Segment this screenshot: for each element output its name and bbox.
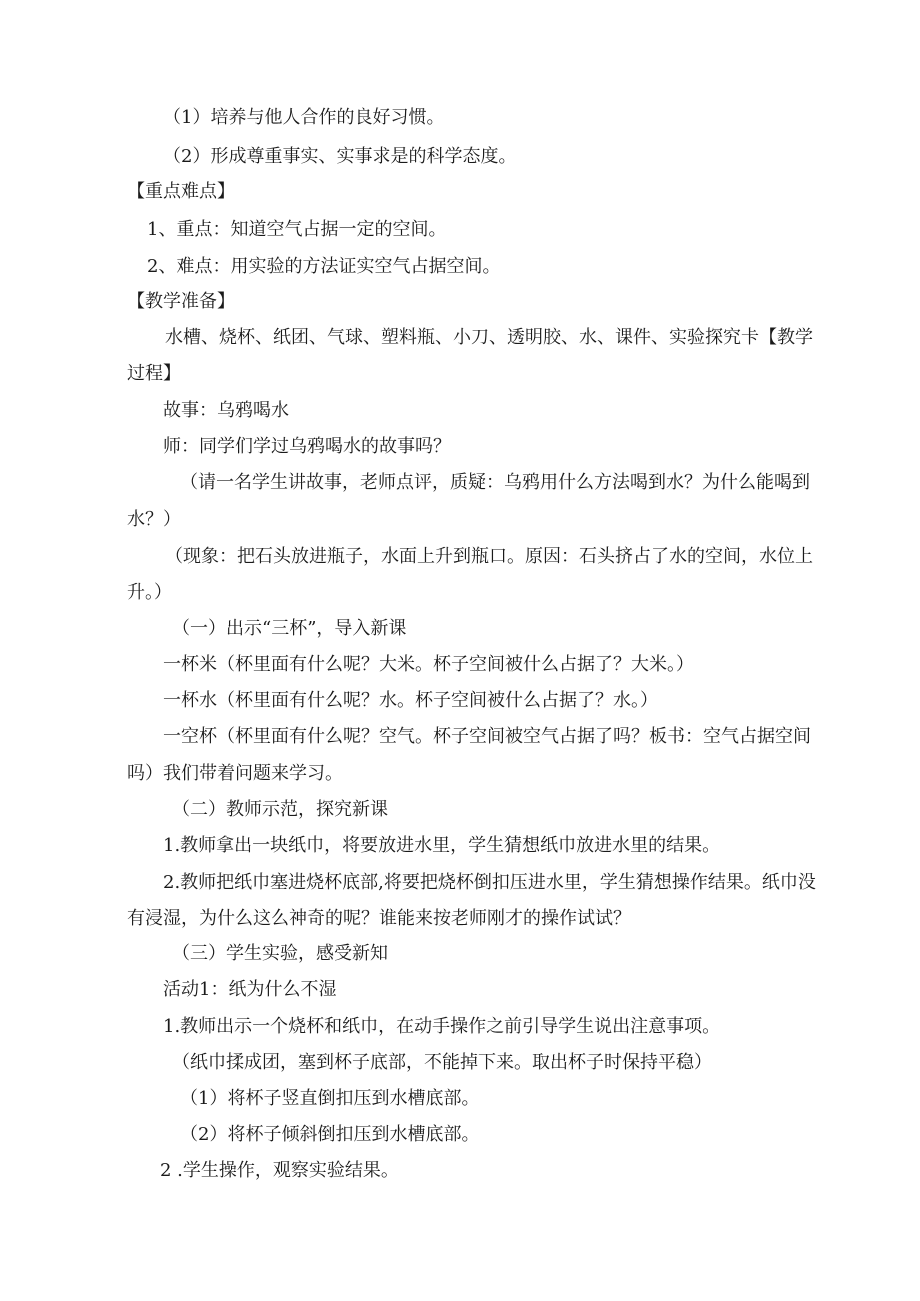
section-heading-key-points: 【重点难点】: [127, 181, 235, 202]
teacher-question: 师：同学们学过乌鸦喝水的故事吗？: [163, 436, 451, 457]
demo-step-1: 1.教师拿出一块纸巾，将要放进水里，学生猜想纸巾放进水里的结果。: [163, 835, 721, 856]
activity-substep-2: （2）将杯子倾斜倒扣压到水槽底部。: [180, 1124, 480, 1145]
activity-step-1: 1.教师出示一个烧杯和纸巾，在动手操作之前引导学生说出注意事项。: [163, 1016, 721, 1037]
story-note-line-cont: 水？）: [127, 509, 181, 530]
demo-step-2: 2.教师把纸巾塞进烧杯底部,将要把烧杯倒扣压进水里，学生猜想操作结果。纸巾没: [163, 872, 816, 893]
materials-line: 水槽、烧杯、纸团、气球、塑料瓶、小刀、透明胶、水、课件、实验探究卡【教学: [165, 327, 813, 348]
activity-step-2: 2 .学生操作，观察实验结果。: [160, 1160, 399, 1181]
activity-substep-1: （1）将杯子竖直倒扣压到水槽底部。: [180, 1088, 480, 1109]
story-title: 故事：乌鸦喝水: [163, 400, 289, 421]
story-note-line: （请一名学生讲故事，老师点评，质疑：乌鸦用什么方法喝到水？为什么能喝到: [180, 472, 810, 493]
key-point-line: 1、重点：知道空气占据一定的空间。: [147, 219, 447, 240]
activity-1-title: 活动1：纸为什么不湿: [163, 979, 337, 1000]
materials-line-cont: 过程】: [127, 363, 181, 384]
empty-cup-line-cont: 吗）我们带着问题来学习。: [127, 763, 343, 784]
phenomenon-line: （现象：把石头放进瓶子，水面上升到瓶口。原因：石头挤占了水的空间，水位上: [165, 546, 813, 567]
cup-rice-line: 一杯米（杯里面有什么呢？大米。杯子空间被什么占据了？大米。）: [163, 654, 694, 675]
section-heading-preparation: 【教学准备】: [127, 291, 235, 312]
empty-cup-line: 一空杯（杯里面有什么呢？空气。杯子空间被空气占据了吗？板书：空气占据空间: [163, 726, 811, 747]
cup-water-line: 一杯水（杯里面有什么呢？水。杯子空间被什么占据了？水。）: [163, 690, 658, 711]
part-one-heading: （一）出示“三杯”，导入新课: [172, 618, 407, 639]
difficulty-line: 2、难点：用实验的方法证实空气占据空间。: [147, 256, 501, 277]
part-three-heading: （三）学生实验，感受新知: [172, 943, 388, 964]
goal-line-1: （1）培养与他人合作的良好习惯。: [163, 107, 445, 128]
demo-step-2-cont: 有浸湿，为什么这么神奇的呢？谁能来按老师刚才的操作试试？: [127, 908, 631, 929]
phenomenon-line-cont: 升。）: [127, 582, 172, 603]
part-two-heading: （二）教师示范，探究新课: [172, 799, 388, 820]
activity-note: （纸巾揉成团，塞到杯子底部，不能掉下来。取出杯子时保持平稳）: [172, 1052, 712, 1073]
goal-line-2: （2）形成尊重事实、实事求是的科学态度。: [163, 146, 517, 167]
